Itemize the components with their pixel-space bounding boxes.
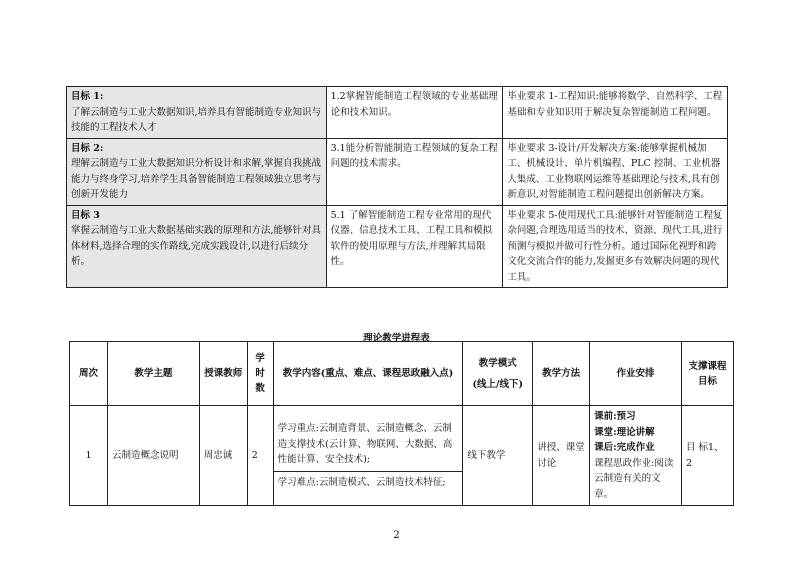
cell-topic: 云制造概念说明 — [107, 406, 199, 506]
header-hours: 学时数 — [247, 342, 273, 406]
header-content: 教学内容(重点、难点、课程思政融入点) — [273, 342, 463, 406]
cell-teacher: 周忠诚 — [199, 406, 247, 506]
schedule-caption: 理论教学进程表 — [363, 333, 430, 344]
indicator-cell: 1.2掌握智能制造工程领域的专业基础理论和技术知识。 — [326, 87, 503, 139]
cell-hours: 2 — [247, 406, 273, 506]
header-mode-label: 教学模式 — [478, 357, 517, 369]
objective-title: 目标 3 — [71, 209, 100, 221]
requirement-cell: 毕业要求 3-设计/开发解决方案:能够掌握机械加工、机械设计、单片机编程、PLC 控制、工业机器人集成、工业物联网运维等基础理论与技术,具有创新意识,对智能制造工程问题提出创新解决方案。 — [503, 138, 728, 205]
header-mode — [463, 342, 533, 406]
header-mode-sub: (线上/线下) — [472, 378, 523, 390]
assignment-in: 课堂:理论讲解 — [594, 426, 655, 438]
header-topic: 教学主题 — [107, 342, 199, 406]
header-method: 教学方法 — [533, 342, 590, 406]
indicator-cell: 5.1 了解智能制造工程专业常用的现代仪器、信息技术工具、工程工具和模拟软件的使用原理与方法,并理解其局限性。 — [326, 205, 503, 288]
content-difficulties: 学习难点:云制造模式、云制造技术特征; — [274, 471, 463, 491]
indicator-cell: 3.1能分析智能制造工程领域的复杂工程问题的技术需求。 — [326, 138, 503, 205]
cell-method: 讲授、课堂讨论 — [533, 406, 590, 506]
schedule-header-row — [70, 342, 734, 406]
objective-desc: 了解云制造与工业大数据知识,培养具有智能制造专业知识与技能的工程技术人才 — [71, 106, 322, 133]
header-week: 周次 — [70, 342, 108, 406]
objective-title: 目标 1: — [71, 91, 104, 102]
objective-cell — [67, 138, 327, 205]
requirement-cell: 毕业要求 1-工程知识:能够将数学、自然科学、工程基础和专业知识用于解决复杂智能制造工程问题。 — [503, 87, 728, 139]
page-number: 2 — [393, 530, 400, 541]
assignment-pre: 课前:预习 — [594, 411, 636, 422]
cell-target: 目 标1、2 — [681, 406, 733, 506]
schedule-table — [69, 341, 734, 506]
content-key-points: 学习重点:云制造背景、云制造概念、云制造支撑技术(云计算、物联网、大数据、高性能计算、安全技术); — [277, 423, 453, 465]
table-row — [70, 406, 734, 506]
objective-desc: 理解云制造与工业大数据知识分析设计和求解,掌握自我挑战能力与终身学习,培养学生具备智能制造工程领域独立思考与创新开发能力 — [71, 158, 322, 200]
cell-assignment — [590, 406, 682, 506]
header-teacher: 授课教师 — [199, 342, 247, 406]
header-assignment: 作业安排 — [590, 342, 682, 406]
requirement-cell: 毕业要求 5-使用现代工具:能够针对智能制造工程复杂问题,合理选用适当的技术、资源、现代工具,进行预测与模拟并做可行性分析。通过国际化视野和跨文化交流合作的能力,发掘更多有效解决问题的现代工具。 — [503, 205, 728, 288]
objective-row — [67, 138, 728, 205]
assignment-ideology: 课程思政作业:阅读云制造有关的文章。 — [594, 457, 674, 500]
cell-content — [273, 406, 463, 506]
cell-mode: 线下教学 — [463, 406, 533, 506]
objective-row — [67, 87, 728, 139]
objective-cell — [67, 205, 327, 288]
objectives-table — [66, 86, 728, 288]
assignment-post: 课后:完成作业 — [594, 442, 655, 453]
cell-week: 1 — [70, 406, 108, 506]
objective-title: 目标 2: — [71, 142, 104, 154]
objective-desc: 掌握云制造与工业大数据基础实践的原理和方法,能够针对具体材料,选择合理的实作路线,完成实践设计,以进行后续分析。 — [71, 225, 322, 267]
header-target: 支撑课程目标 — [681, 342, 733, 406]
objective-cell — [67, 87, 327, 139]
objective-row — [67, 205, 728, 288]
